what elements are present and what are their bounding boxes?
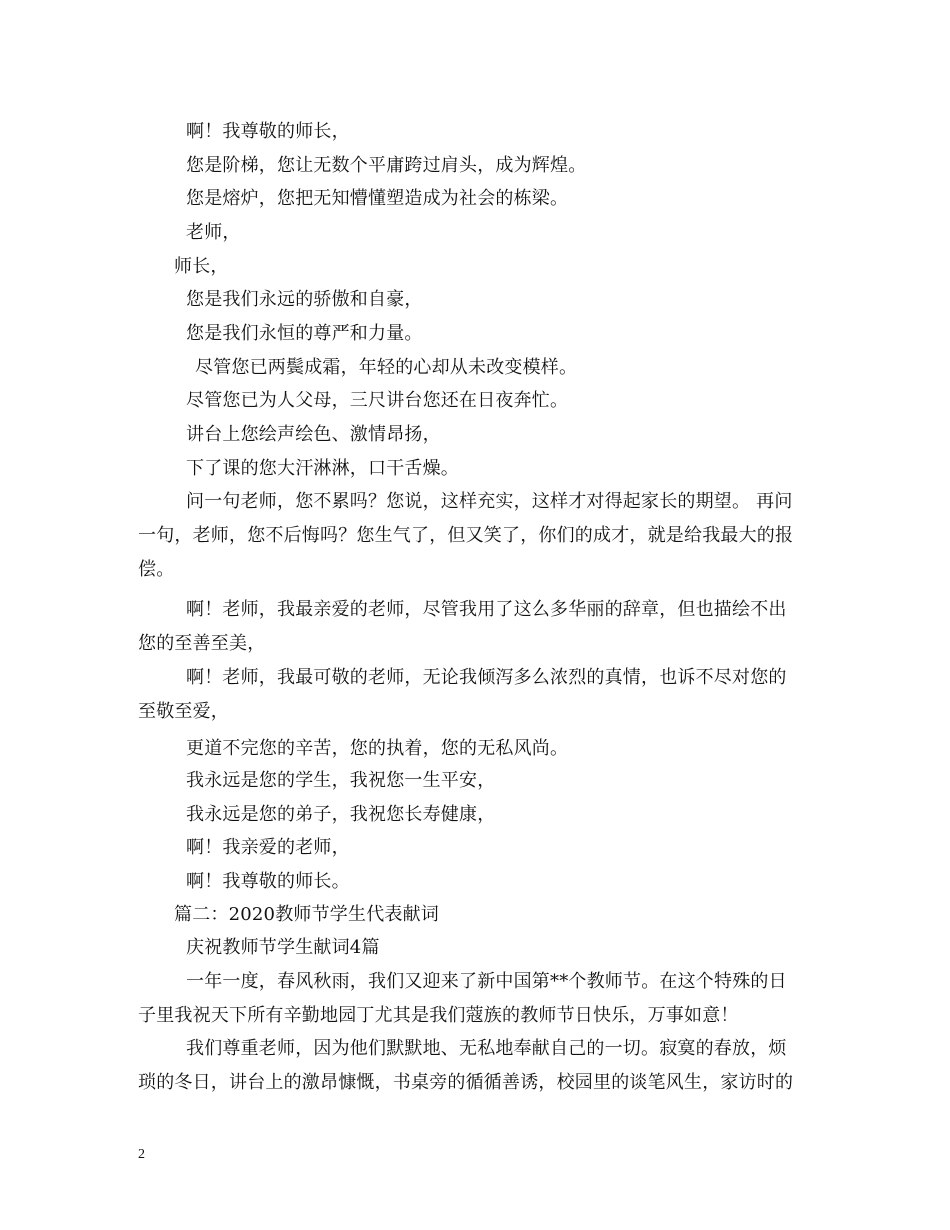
text-line: 您是阶梯，您让无数个平庸跨过肩头，成为辉煌。 (186, 155, 587, 176)
text-line: 讲台上您绘声绘色、激情昂扬， (186, 424, 441, 445)
text-line: 琐的冬日，讲台上的激昂慷慨，书桌旁的循循善诱，校园里的谈笔风生，家访时的 (138, 1072, 794, 1093)
text-line: 啊！老师，我最亲爱的老师，尽管我用了这么多华丽的辞章，但也描绘不出 (186, 599, 787, 620)
text-line: 师长， (174, 256, 229, 277)
text-line: 啊！我尊敬的师长， (186, 121, 350, 142)
page-number: 2 (138, 1147, 145, 1162)
section-subheading: 庆祝教师节学生献词4篇 (186, 937, 380, 958)
section-heading: 篇二：2020教师节学生代表献词 (174, 904, 440, 925)
text-line: 下了课的您大汗淋淋，口干舌燥。 (186, 458, 459, 479)
text-line: 老师， (186, 222, 241, 243)
text-line: 您是我们永恒的尊严和力量。 (186, 323, 423, 344)
text-line: 一年一度，春风秋雨，我们又迎来了新中国第**个教师节。在这个特殊的日 (186, 971, 787, 992)
text-line: 啊！老师，我最可敬的老师，无论我倾泻多么浓烈的真情，也诉不尽对您的 (186, 667, 787, 688)
text-line: 我永远是您的弟子，我祝您长寿健康， (186, 804, 496, 825)
text-line: 您是我们永远的骄傲和自豪， (186, 289, 423, 310)
text-line: 子里我祝天下所有辛勤地园丁尤其是我们蔻族的教师节日快乐，万事如意！ (138, 1005, 739, 1026)
text-line: 尽管您已两鬓成霜，年轻的心却从未改变模样。 (195, 357, 578, 378)
text-line: 尽管您已为人父母，三尺讲台您还在日夜奔忙。 (186, 390, 569, 411)
text-line: 一句，老师，您不后悔吗？您生气了，但又笑了，你们的成才，就是给我最大的报 (138, 525, 794, 546)
text-line: 您是熔炉，您把无知懵懂塑造成为社会的栋梁。 (186, 188, 569, 209)
text-line: 至敬至爱， (138, 701, 229, 722)
text-line: 啊！我亲爱的老师， (186, 837, 350, 858)
text-line: 我们尊重老师，因为他们默默地、无私地奉献自己的一切。寂寞的春放，烦 (186, 1038, 787, 1059)
text-line: 您的至善至美， (138, 633, 266, 654)
text-line: 问一句老师，您不累吗？您说，这样充实，这样才对得起家长的期望。 再问 (186, 491, 793, 512)
text-line: 我永远是您的学生，我祝您一生平安， (186, 770, 496, 791)
text-line: 偿。 (138, 559, 175, 580)
text-line: 啊！我尊敬的师长。 (186, 871, 350, 892)
text-line: 更道不完您的辛苦，您的执着，您的无私风尚。 (186, 738, 569, 759)
